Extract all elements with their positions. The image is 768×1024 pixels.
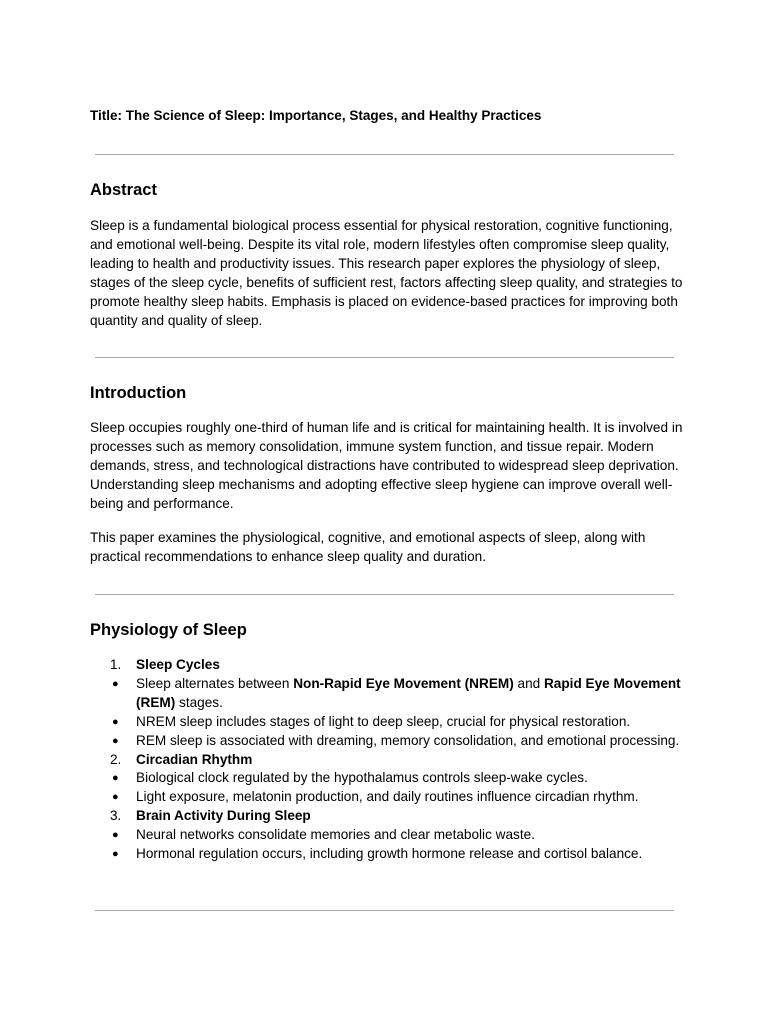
list-item [90,826,686,845]
introduction-paragraph-2: This paper examines the physiological, cognitive, and emotional aspects of sleep, along with practical recommendations to enhance sleep quality and duration. [90,530,646,564]
text-run: and [513,675,544,691]
abstract-paragraph: Sleep is a fundamental biological process essential for physical restoration, cognitive functioning, and emotional well-being. Despite its vital role, modern lifestyles often compromise sleep quality, leading to health and productivity issues. This research paper explores the physiology of sleep, stages of the sleep cycle, benefits of sufficient rest, factors affecting sleep quality, and strategies to promote healthy sleep habits. Emphasis is placed on evidence-based practices for improving both quantity and quality of sleep. [90,218,683,328]
bullet-icon: ● [112,715,119,728]
bullet-icon: ● [112,791,119,804]
list-item-text: Light exposure, melatonin production, and daily routines influence circadian rhythm. [136,789,639,805]
list-item [90,732,686,751]
introduction-heading: Introduction [90,384,187,402]
physiology-list [90,656,686,864]
bullet-icon: ● [112,734,119,747]
list-item-sleep-cycles [90,656,686,675]
text-run: Sleep alternates between [136,675,294,691]
list-item-title: Sleep Cycles [136,657,220,672]
section-divider [95,357,674,358]
list-item-brain-activity [90,807,686,826]
list-item-title: Brain Activity During Sleep [136,808,311,824]
bullet-icon: ● [112,772,119,785]
list-number: 3. [110,808,122,824]
list-item [90,713,686,732]
list-number: 2. [110,751,122,767]
bullet-icon: ● [112,829,119,842]
section-divider [95,594,674,595]
list-item [90,788,686,807]
text-run-bold: Rapid Eye Movement (REM) [136,675,681,710]
list-number: 1. [110,657,122,672]
list-item-text: Hormonal regulation occurs, including growth hormone release and cortisol balance. [136,846,643,862]
document-title: Title: The Science of Sleep: Importance, Stages, and Healthy Practices [90,108,542,123]
text-run: stages. [175,694,223,710]
text-run-bold: Non-Rapid Eye Movement (NREM) [293,675,514,691]
section-divider [95,910,674,911]
section-divider [95,154,674,155]
list-item-text: Neural networks consolidate memories and clear metabolic waste. [136,827,535,843]
list-item-text: REM sleep is associated with dreaming, memory consolidation, and emotional processing. [136,732,680,748]
bullet-icon: ● [112,848,119,861]
bullet-icon: ● [112,677,119,690]
physiology-heading: Physiology of Sleep [90,621,247,639]
abstract-heading: Abstract [90,181,157,199]
list-item-circadian-rhythm [90,751,686,770]
list-item [90,769,686,788]
list-item [90,675,686,713]
list-item [90,845,686,864]
list-item-title: Circadian Rhythm [136,751,253,767]
list-item-text: Biological clock regulated by the hypothalamus controls sleep-wake cycles. [136,770,588,786]
introduction-paragraph-1: Sleep occupies roughly one-third of human life and is critical for maintaining health. It is involved in processes such as memory consolidation, immune system function, and tissue repair. Modern demands, stress, and technological distractions have contributed to widespread sleep deprivation. Understanding sleep mechanisms and adopting effective sleep hygiene can improve overall well-being and performance. [90,420,683,511]
list-item-text: NREM sleep includes stages of light to deep sleep, crucial for physical restoration. [136,713,631,729]
